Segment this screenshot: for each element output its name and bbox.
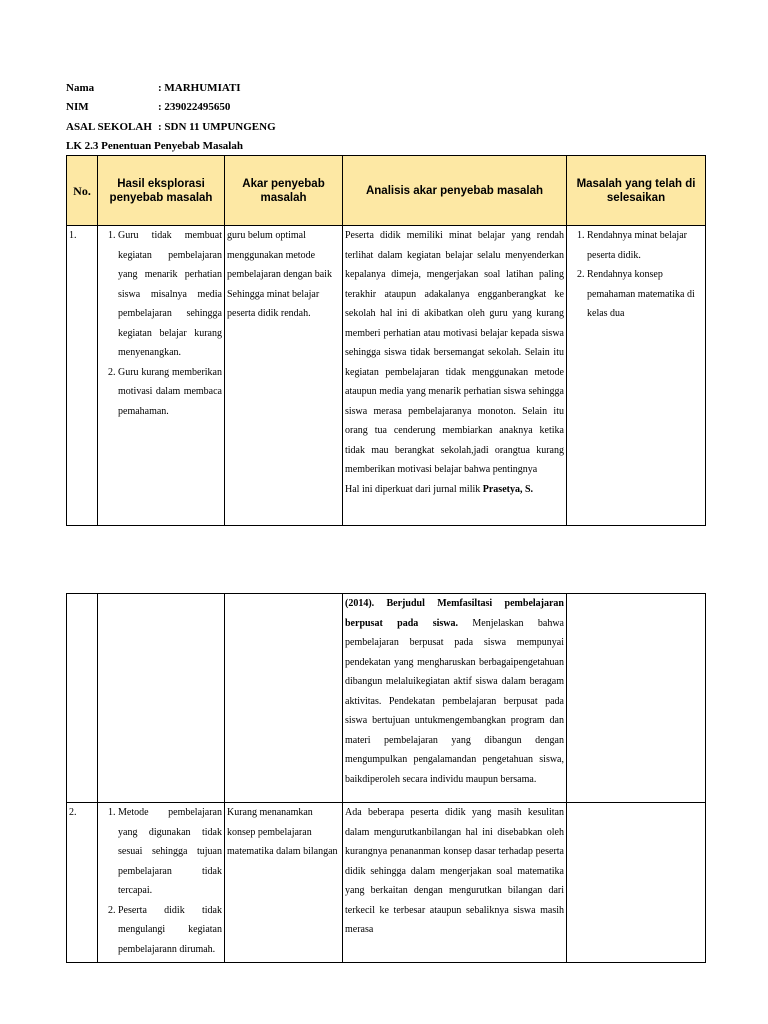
row2-no: 2. — [67, 803, 98, 963]
analisis-citation — [345, 480, 564, 500]
nim-value: : 239022495650 — [158, 101, 231, 113]
sekolah-line — [66, 120, 276, 134]
nama-line — [66, 81, 241, 95]
analisis-paragraph: Peserta didik memiliki minat belajar yang rendah terlihat dalam kegiatan belajar selalu menyenderkan kepalanya dimeja, mengerjakan soal latihan paling terakhir ataupun adakalanya engganberangkat ke sekolah hal ini di akibatkan oleh guru yang kurang memberi perhatian atau motivasi belajar kepada siswa sehingga siswa tidak bersemangat sekolah. Selain itu kegiatan pembelajaran tidak menggunakan metode ataupun media yang menarik perhatian siswa sehingga siswa merasa pembelajaranya monoton. Selain itu orang tua cenderung membiarkan anaknya ketika tidak mau berangkat sekolah,jadi orangtua kurang memberikan motivasi belajar bahwa pentingnya — [345, 230, 564, 475]
citation-author: Prasetya, S. — [482, 483, 534, 495]
row1-hasil — [98, 226, 225, 526]
header-no: No. — [67, 156, 98, 226]
row2-masalah — [567, 803, 706, 963]
row2-hasil — [98, 803, 225, 963]
table-row — [67, 594, 706, 803]
cont-hasil — [98, 594, 225, 803]
nama-value: : MARHUMIATI — [158, 82, 241, 94]
cont-masalah — [567, 594, 706, 803]
row2-analisis: Ada beberapa peserta didik yang masih kesulitan dalam mengurutkanbilangan hal ini disebabkan oleh kurangnya penananman konsep dasar terhadap peserta didik sehingga dalam mengerjakan soal matematika yang berkaitan dengan mengurutkan bilangan dari terkecil ke terbesar ataupun sebaliknya siswa masih merasa — [343, 803, 567, 963]
row1-analisis — [343, 226, 567, 526]
list-item: 1. Rendahnya minat belajar peserta didik. — [587, 226, 703, 265]
sekolah-value: : SDN 11 UMPUNGENG — [158, 121, 276, 133]
cont-paragraph: Menjelaskan bahwa pembelajaran berpusat pada siswa mempunyai pendekatan yang mengharuskan berbagaipengetahuan dibangun melaluikegiatan aktif siswa dalam beragam aktivitas. Pendekatan pembelajaran berpusat pada siswa bertujuan untukmengembangkan program dan materi pembelajaran yang dibangun dengan mengumpulkan pengalamandan pengetahuan siswa, baikdiperoleh secara individu maupun bersama. — [345, 617, 564, 785]
table-header-row — [67, 156, 706, 226]
nim-label: NIM — [66, 101, 89, 113]
table-row — [67, 226, 706, 526]
cont-akar — [225, 594, 343, 803]
header-hasil: Hasil eksplorasi penyebab masalah — [98, 156, 225, 226]
row1-masalah — [567, 226, 706, 526]
list-item: 1. Guru tidak membuat kegiatan pembelajaran yang menarik perhatian siswa misalnya media pembelajaran sehingga kegiatan belajar kurang menyenangkan. — [118, 226, 222, 363]
list-item: 2. Peserta didik tidak mengulangi kegiatan pembelajarann dirumah. — [118, 901, 222, 960]
header-masalah: Masalah yang telah di selesaikan — [567, 156, 706, 226]
cont-no — [67, 594, 98, 803]
row2-akar: Kurang menanamkan konsep pembelajaran matematika dalam bilangan — [225, 803, 343, 963]
list-item: 2. Guru kurang memberikan motivasi dalam membaca pemahaman. — [118, 363, 222, 422]
nama-label: Nama — [66, 82, 95, 94]
list-item: 1. Metode pembelajaran yang digunakan tidak sesuai sehingga tujuan pembelajaran tidak tercapai. — [118, 803, 222, 901]
lk-title: LK 2.3 Penentuan Penyebab Masalah — [66, 140, 243, 152]
cont-analisis — [343, 594, 567, 803]
row1-no: 1. — [67, 226, 98, 526]
cont-citation-title: (2014). Berjudul Memfasiltasi pembelajaran berpusat pada siswa. — [345, 598, 564, 629]
list-item: 2. Rendahnya konsep pemahaman matematika di kelas dua — [587, 265, 703, 324]
header-akar: Akar penyebab masalah — [225, 156, 343, 226]
row1-akar: guru belum optimal menggunakan metode pembelajaran dengan baik Sehingga minat belajar peserta didik rendah. — [225, 226, 343, 526]
sekolah-label: ASAL SEKOLAH — [66, 121, 152, 133]
table-row — [67, 803, 706, 963]
analysis-table-page2 — [66, 593, 706, 963]
nim-line — [66, 100, 230, 114]
analysis-table-page1 — [66, 155, 706, 526]
header-analisis: Analisis akar penyebab masalah — [343, 156, 567, 226]
citation-lead: Hal ini diperkuat dari jurnal milik — [345, 483, 483, 495]
